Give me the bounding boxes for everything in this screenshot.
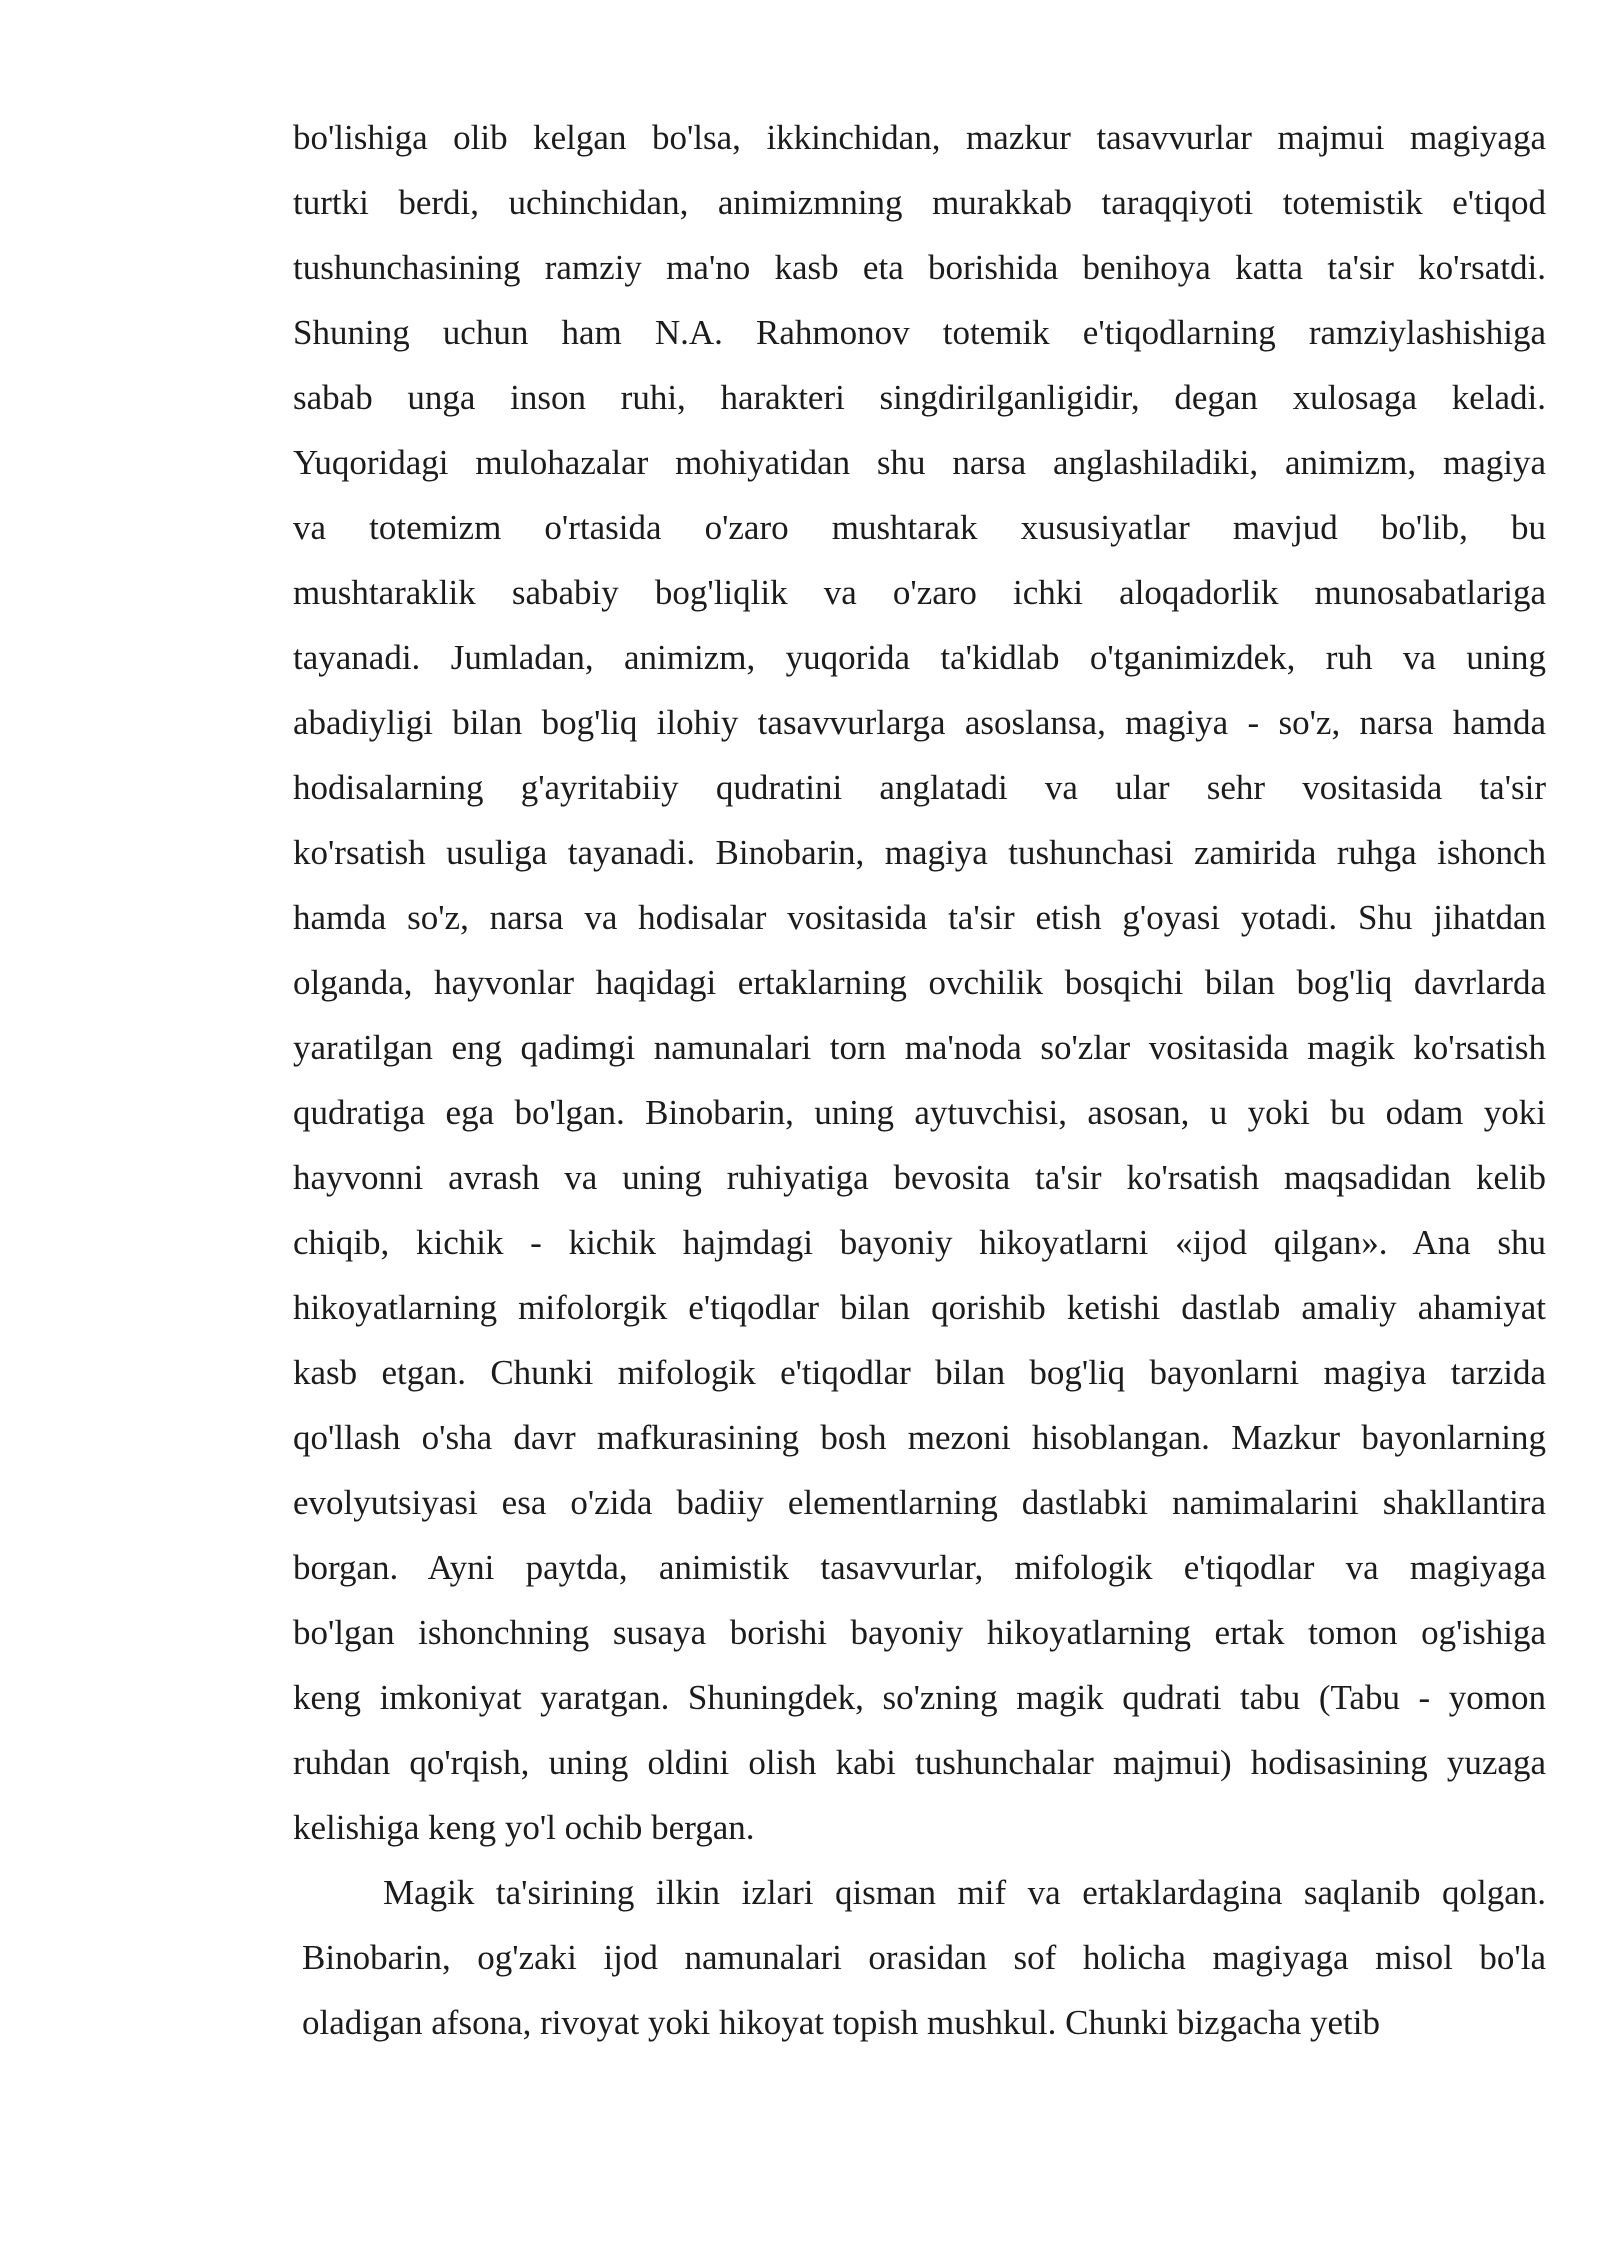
text-line: yaratilgan eng qadimgi namunalari torn ma'noda so'zlar vositasida magik ko'rsatish (293, 1028, 1546, 1067)
text-line: ko'rsatish usuliga tayanadi. Binobarin, magiya tushunchasi zamirida ruhga ishonch (293, 833, 1546, 872)
paragraph-end-line: kelishiga keng yo'l ochib bergan. (293, 1808, 755, 1847)
text-line: evolyutsiyasi esa o'zida badiiy elementlarning dastlabki namimalarini shakllantira (293, 1483, 1546, 1522)
text-line: Yuqoridagi mulohazalar mohiyatidan shu narsa anglashiladiki, animizm, magiya (293, 443, 1546, 482)
text-line: hayvonni avrash va uning ruhiyatiga bevosita ta'sir ko'rsatish maqsadidan kelib (293, 1158, 1546, 1197)
text-line: hamda so'z, narsa va hodisalar vositasida ta'sir etish g'oyasi yotadi. Shu jihatdan (293, 898, 1546, 937)
text-line: Binobarin, og'zaki ijod namunalari orasidan sof holicha magiyaga misol bo'la (302, 1938, 1546, 1977)
text-line: sabab unga inson ruhi, harakteri singdirilganligidir, degan xulosaga keladi. (293, 378, 1546, 417)
text-line: kasb etgan. Chunki mifologik e'tiqodlar bilan bog'liq bayonlarni magiya tarzida (293, 1353, 1546, 1392)
text-line: qo'llash o'sha davr mafkurasining bosh mezoni hisoblangan. Mazkur bayonlarning (293, 1418, 1546, 1457)
text-line: abadiyligi bilan bog'liq ilohiy tasavvurlarga asoslansa, magiya - so'z, narsa hamda (293, 703, 1546, 742)
text-line: Shuning uchun ham N.A. Rahmonov totemik e'tiqodlarning ramziylashishiga (293, 313, 1546, 352)
text-line: tayanadi. Jumladan, animizm, yuqorida ta'kidlab o'tganimizdek, ruh va uning (293, 638, 1546, 677)
text-line: olganda, hayvonlar haqidagi ertaklarning ovchilik bosqichi bilan bog'liq davrlarda (293, 963, 1546, 1002)
paragraph-first-line: Magik ta'sirining ilkin izlari qisman mif va ertaklardagina saqlanib qolgan. (383, 1873, 1546, 1912)
text-line: hikoyatlarning mifolorgik e'tiqodlar bilan qorishib ketishi dastlab amaliy ahamiyat (293, 1288, 1546, 1327)
text-line: tushunchasining ramziy ma'no kasb eta borishida benihoya katta ta'sir ko'rsatdi. (293, 248, 1546, 287)
text-line: keng imkoniyat yaratgan. Shuningdek, so'zning magik qudrati tabu (Tabu - yomon (293, 1678, 1546, 1717)
text-line: turtki berdi, uchinchidan, animizmning murakkab taraqqiyoti totemistik e'tiqod (293, 183, 1546, 222)
text-line: borgan. Ayni paytda, animistik tasavvurlar, mifologik e'tiqodlar va magiyaga (293, 1548, 1546, 1587)
text-line: mushtaraklik sababiy bog'liqlik va o'zaro ichki aloqadorlik munosabatlariga (293, 573, 1546, 612)
page-end-line: oladigan afsona, rivoyat yoki hikoyat topish mushkul. Chunki bizgacha yetib (302, 2003, 1381, 2042)
text-line: qudratiga ega bo'lgan. Binobarin, uning aytuvchisi, asosan, u yoki bu odam yoki (293, 1093, 1546, 1132)
text-line: bo'lgan ishonchning susaya borishi bayoniy hikoyatlarning ertak tomon og'ishiga (293, 1613, 1546, 1652)
text-line: bo'lishiga olib kelgan bo'lsa, ikkinchidan, mazkur tasavvurlar majmui magiyaga (293, 118, 1546, 157)
text-line: va totemizm o'rtasida o'zaro mushtarak xususiyatlar mavjud bo'lib, bu (293, 508, 1546, 547)
text-line: chiqib, kichik - kichik hajmdagi bayoniy hikoyatlarni «ijod qilgan». Ana shu (293, 1223, 1546, 1262)
text-line: ruhdan qo'rqish, uning oldini olish kabi tushunchalar majmui) hodisasining yuzaga (293, 1743, 1546, 1782)
text-line: hodisalarning g'ayritabiiy qudratini anglatadi va ular sehr vositasida ta'sir (293, 768, 1546, 807)
body-text (293, 105, 1546, 2055)
